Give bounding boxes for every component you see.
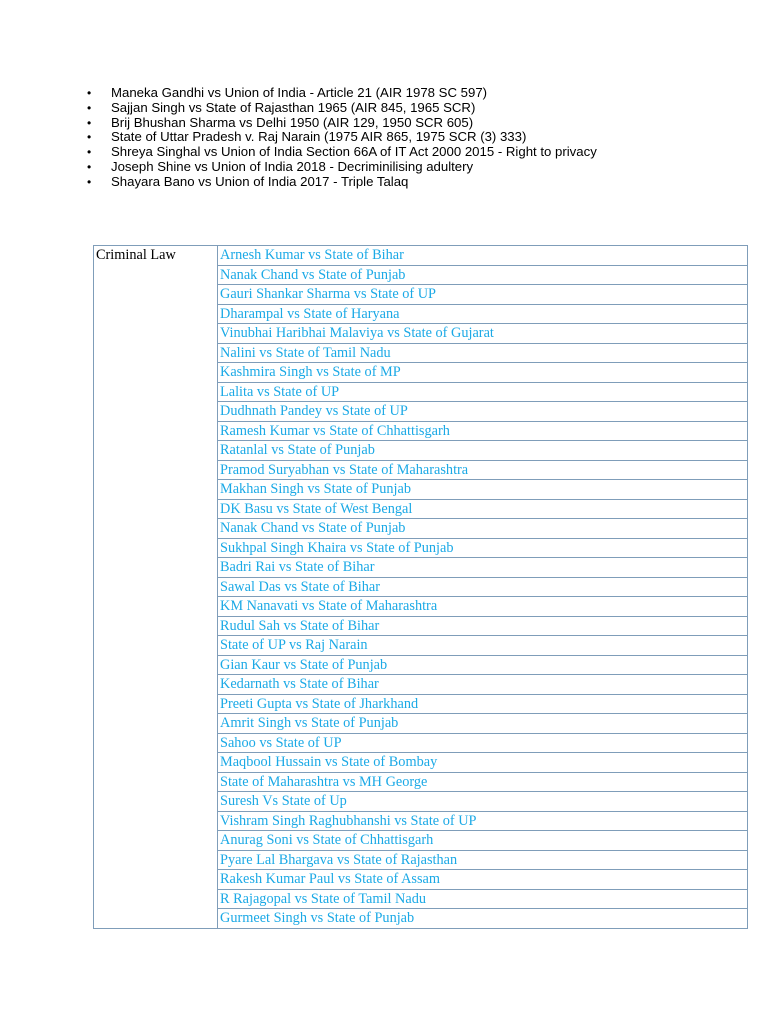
bullet-dot-icon: • — [87, 100, 92, 115]
bullet-text: Shreya Singhal vs Union of India Section 66A of IT Act 2000 2015 - Right to privacy — [111, 144, 597, 160]
bullet-dot-icon: • — [87, 115, 92, 130]
case-link[interactable]: Lalita vs State of UP — [218, 382, 748, 402]
case-link[interactable]: Pramod Suryabhan vs State of Maharashtra — [218, 460, 748, 480]
case-link[interactable]: Sukhpal Singh Khaira vs State of Punjab — [218, 538, 748, 558]
bullet-dot-icon: • — [87, 145, 92, 160]
bullet-item — [87, 160, 597, 175]
case-link[interactable]: R Rajagopal vs State of Tamil Nadu — [218, 889, 748, 909]
case-link[interactable]: Dudhnath Pandey vs State of UP — [218, 402, 748, 422]
bullet-item — [87, 145, 597, 160]
case-link[interactable]: Preeti Gupta vs State of Jharkhand — [218, 694, 748, 714]
bullet-item — [87, 175, 597, 190]
bullet-text: Sajjan Singh vs State of Rajasthan 1965 (AIR 845, 1965 SCR) — [111, 99, 476, 115]
case-link[interactable]: Vinubhai Haribhai Malaviya vs State of Gujarat — [218, 324, 748, 344]
case-link[interactable]: DK Basu vs State of West Bengal — [218, 499, 748, 519]
bullet-dot-icon: • — [87, 130, 92, 145]
bullet-item — [87, 86, 597, 101]
case-link[interactable]: Kashmira Singh vs State of MP — [218, 363, 748, 383]
bullet-dot-icon: • — [87, 159, 92, 174]
case-link[interactable]: Ratanlal vs State of Punjab — [218, 441, 748, 461]
bullet-dot-icon: • — [87, 174, 92, 189]
bullet-text: Joseph Shine vs Union of India 2018 - Decriminilising adultery — [111, 158, 474, 174]
case-link[interactable]: State of Maharashtra vs MH George — [218, 772, 748, 792]
case-link[interactable]: Nalini vs State of Tamil Nadu — [218, 343, 748, 363]
case-link[interactable]: Nanak Chand vs State of Punjab — [218, 519, 748, 539]
case-link[interactable]: Ramesh Kumar vs State of Chhattisgarh — [218, 421, 748, 441]
criminal-law-table — [93, 245, 748, 929]
case-link[interactable]: Sawal Das vs State of Bihar — [218, 577, 748, 597]
case-link[interactable]: Suresh Vs State of Up — [218, 792, 748, 812]
case-link[interactable]: Arnesh Kumar vs State of Bihar — [218, 246, 748, 266]
case-link[interactable]: Anurag Soni vs State of Chhattisgarh — [218, 831, 748, 851]
case-link[interactable]: Kedarnath vs State of Bihar — [218, 675, 748, 695]
bullet-text: Maneka Gandhi vs Union of India - Article 21 (AIR 1978 SC 597) — [111, 85, 488, 100]
bullet-text: State of Uttar Pradesh v. Raj Narain (1975 AIR 865, 1975 SCR (3) 333) — [111, 129, 527, 145]
case-link[interactable]: Gurmeet Singh vs State of Punjab — [218, 909, 748, 929]
bullet-item — [87, 116, 597, 131]
table-row — [94, 246, 748, 266]
bullet-text: Brij Bhushan Sharma vs Delhi 1950 (AIR 129, 1950 SCR 605) — [111, 114, 474, 130]
bullet-text: Shayara Bano vs Union of India 2017 - Triple Talaq — [111, 173, 409, 189]
case-link[interactable]: Badri Rai vs State of Bihar — [218, 558, 748, 578]
case-link[interactable]: Makhan Singh vs State of Punjab — [218, 480, 748, 500]
case-link[interactable]: Nanak Chand vs State of Punjab — [218, 265, 748, 285]
category-cell: Criminal Law — [94, 246, 218, 929]
case-link[interactable]: Vishram Singh Raghubhanshi vs State of UP — [218, 811, 748, 831]
bullet-item — [87, 101, 597, 116]
bullet-item — [87, 130, 597, 145]
case-link[interactable]: KM Nanavati vs State of Maharashtra — [218, 597, 748, 617]
case-link[interactable]: Maqbool Hussain vs State of Bombay — [218, 753, 748, 773]
case-link[interactable]: Gauri Shankar Sharma vs State of UP — [218, 285, 748, 305]
case-link[interactable]: Pyare Lal Bhargava vs State of Rajasthan — [218, 850, 748, 870]
case-link[interactable]: Rudul Sah vs State of Bihar — [218, 616, 748, 636]
case-link[interactable]: Gian Kaur vs State of Punjab — [218, 655, 748, 675]
case-link[interactable]: Sahoo vs State of UP — [218, 733, 748, 753]
bullet-dot-icon: • — [87, 86, 92, 100]
landmark-cases-list — [87, 86, 597, 190]
case-link[interactable]: Rakesh Kumar Paul vs State of Assam — [218, 870, 748, 890]
case-link[interactable]: Amrit Singh vs State of Punjab — [218, 714, 748, 734]
case-link[interactable]: Dharampal vs State of Haryana — [218, 304, 748, 324]
case-link[interactable]: State of UP vs Raj Narain — [218, 636, 748, 656]
